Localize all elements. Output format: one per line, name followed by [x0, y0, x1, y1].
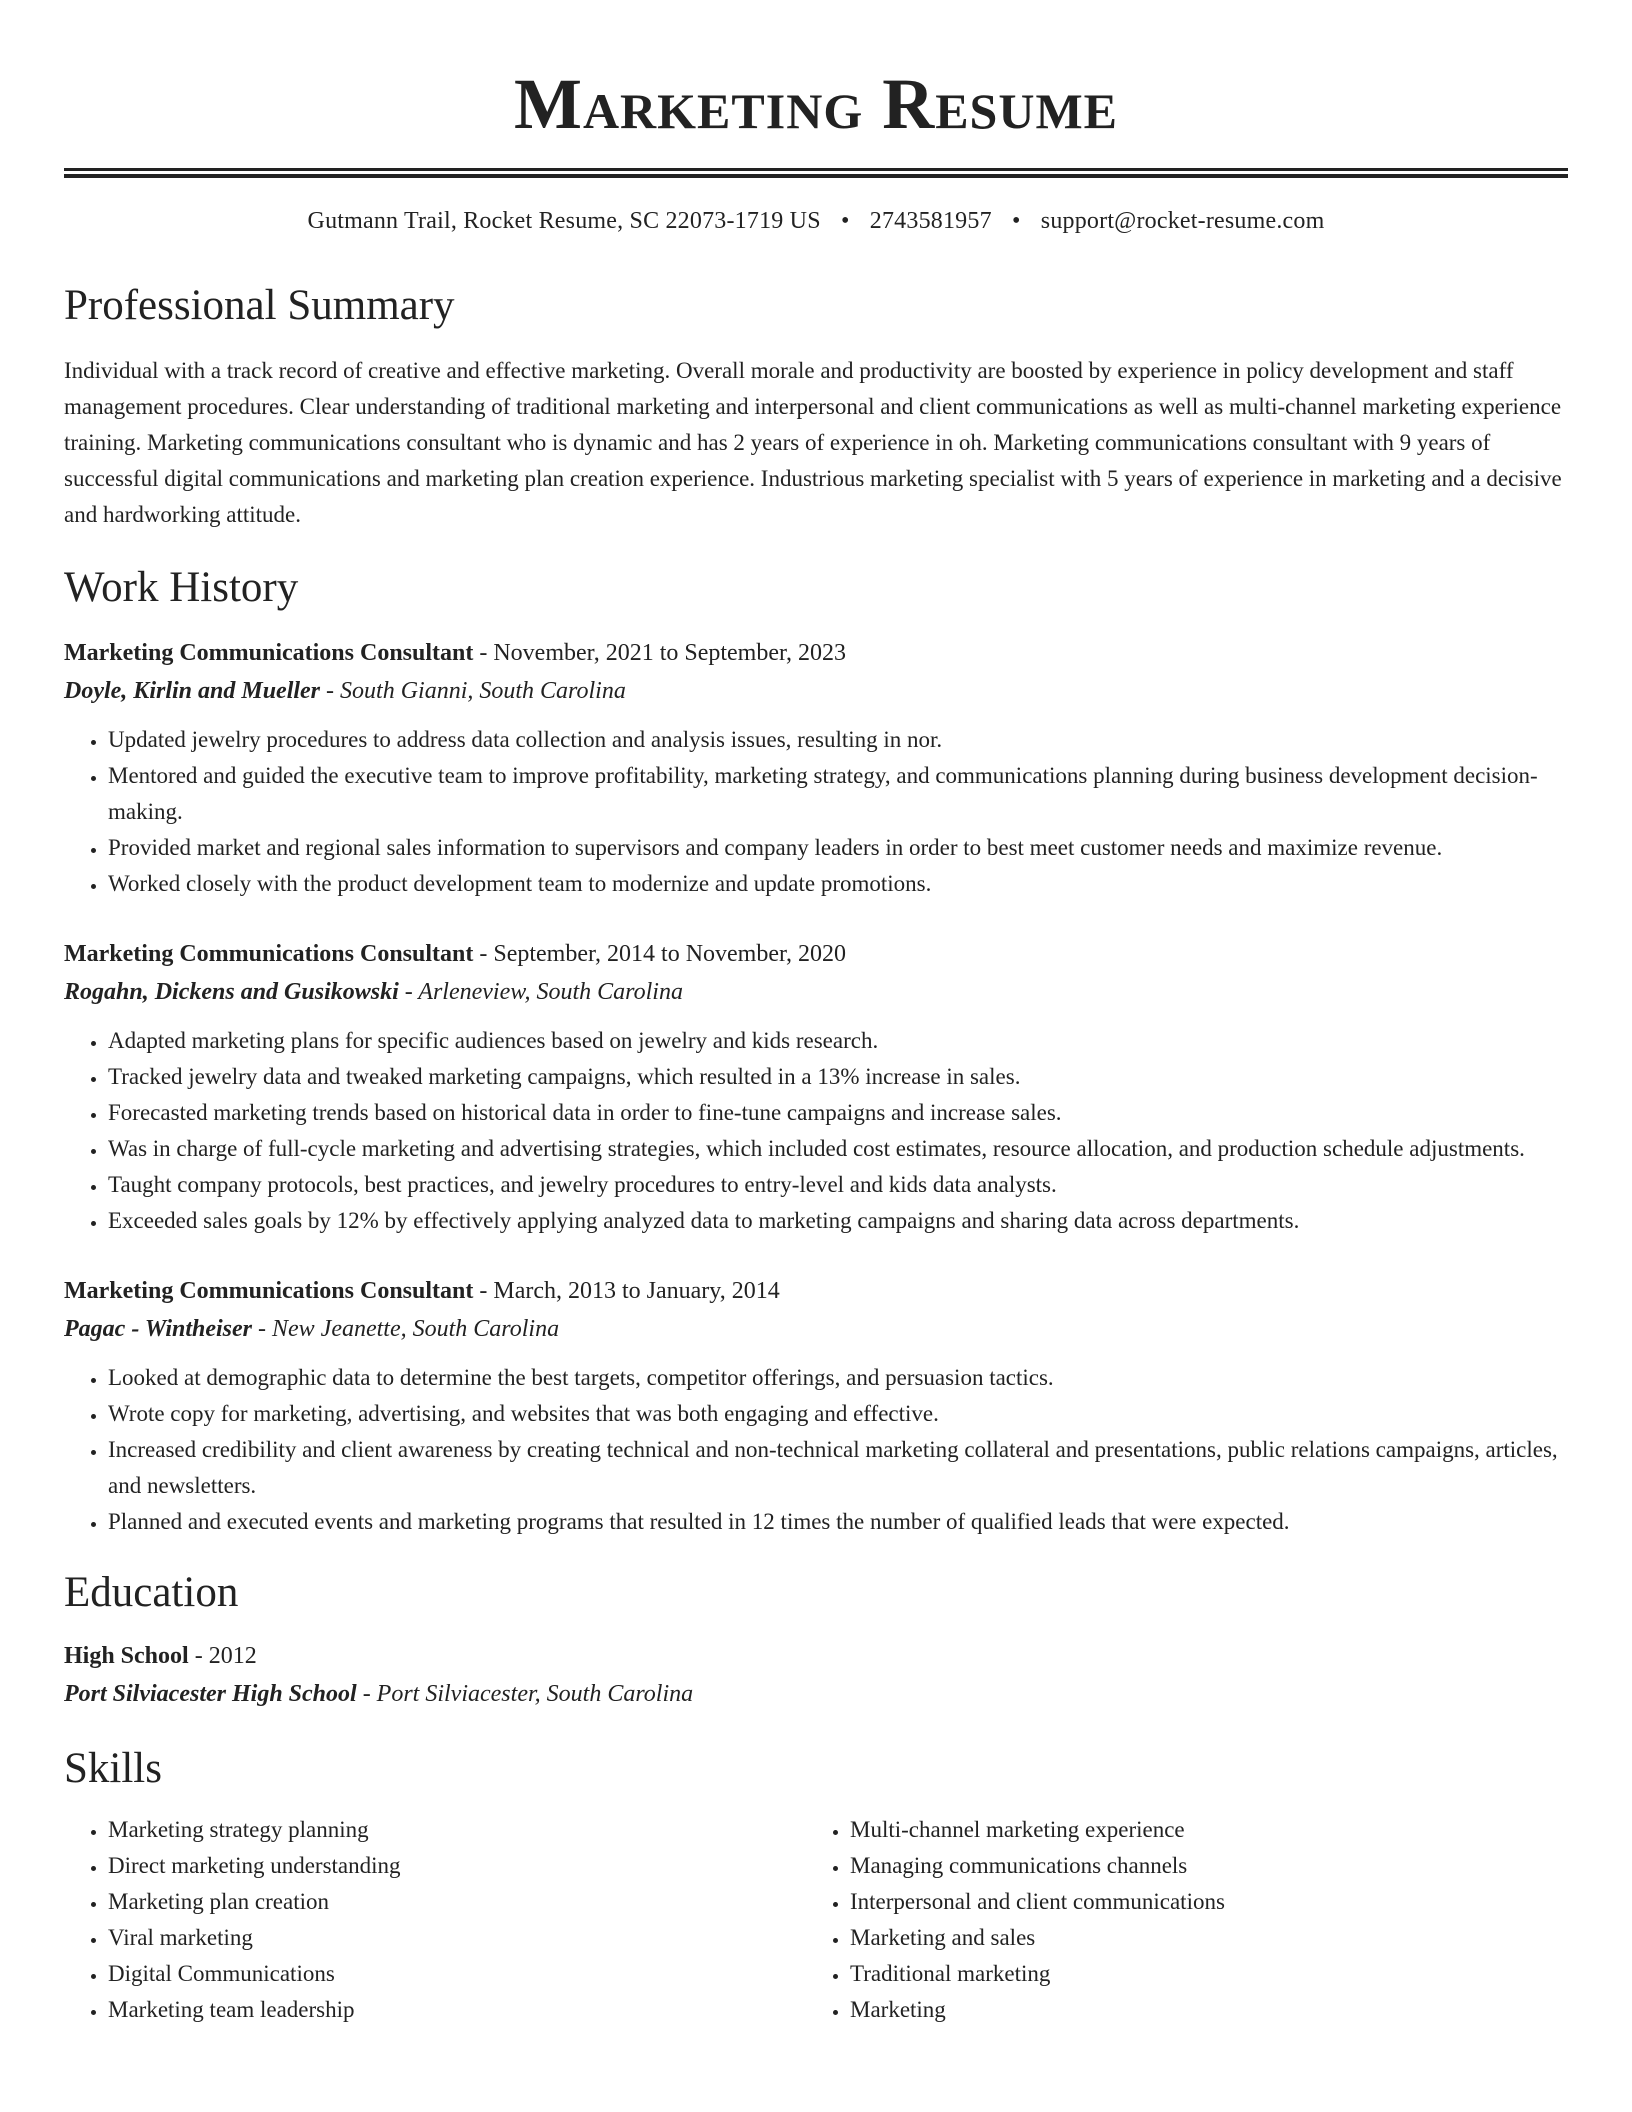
- job-bullet: • Tracked jewelry data and tweaked marketing campaigns, which resulted in a 13% increase in sales.: [108, 1059, 1568, 1095]
- summary-heading: Professional Summary: [64, 282, 455, 329]
- job-title: Marketing Communications Consultant: [64, 640, 474, 666]
- education-school: Port Silviacester High School: [64, 1681, 357, 1707]
- job-bullet: • Taught company protocols, best practices, and jewelry procedures to entry-level and kids data analysts.: [108, 1167, 1568, 1203]
- job-location: - New Jeanette, South Carolina: [252, 1316, 560, 1342]
- job-bullet: • Updated jewelry procedures to address data collection and analysis issues, resulting in nor.: [108, 722, 1568, 758]
- job-employer: Doyle, Kirlin and Mueller: [64, 678, 321, 704]
- education-heading: Education: [64, 1569, 239, 1616]
- job-title: Marketing Communications Consultant: [64, 941, 474, 967]
- skill-item: • Marketing plan creation: [108, 1884, 806, 1920]
- job-title: Marketing Communications Consultant: [64, 1278, 474, 1304]
- job-bullets: [64, 722, 1568, 902]
- job-employer-line: [64, 972, 1568, 1012]
- job-entry: [64, 635, 1568, 902]
- work-history-heading: Work History: [64, 564, 299, 611]
- skills-left-column: [64, 1812, 806, 2028]
- skill-item: • Interpersonal and client communications: [850, 1884, 1548, 1920]
- skill-item: • Marketing strategy planning: [108, 1812, 806, 1848]
- job-employer: Pagac - Wintheiser: [64, 1316, 253, 1342]
- education-degree: High School: [64, 1643, 189, 1669]
- job-bullet: • Was in charge of full-cycle marketing and advertising strategies, which included cost estimates, resource allocation, and production schedule adjustments.: [108, 1131, 1568, 1167]
- job-dates: - September, 2014 to November, 2020: [473, 941, 847, 967]
- contact-separator: •: [840, 208, 850, 234]
- job-bullet: • Exceeded sales goals by 12% by effectively applying analyzed data to marketing campaigns and sharing data across departments.: [108, 1203, 1568, 1239]
- contact-separator: •: [1011, 208, 1021, 234]
- education-year: - 2012: [188, 1643, 257, 1669]
- contact-phone: 2743581957: [869, 208, 992, 234]
- skill-item: • Marketing: [850, 1992, 1548, 2028]
- job-bullet: • Provided market and regional sales information to supervisors and company leaders in order to best meet customer needs and maximize revenue.: [108, 830, 1568, 866]
- job-employer-line: [64, 671, 1568, 711]
- skill-item: • Marketing and sales: [850, 1920, 1548, 1956]
- skill-item: • Digital Communications: [108, 1956, 806, 1992]
- title-double-rule: [64, 168, 1568, 178]
- job-bullet: • Looked at demographic data to determine the best targets, competitor offerings, and persuasion tactics.: [108, 1360, 1568, 1396]
- job-bullets: [64, 1360, 1568, 1540]
- job-dates: - March, 2013 to January, 2014: [473, 1278, 780, 1304]
- skill-item: • Marketing team leadership: [108, 1992, 806, 2028]
- job-entry: [64, 936, 1568, 1239]
- education-entry: [64, 1638, 1568, 1714]
- job-bullet: • Mentored and guided the executive team to improve profitability, marketing strategy, and communications planning during business development decision-making.: [108, 758, 1568, 830]
- job-entry: [64, 1273, 1568, 1540]
- resume-title: Marketing Resume: [513, 64, 1119, 144]
- skill-item: • Managing communications channels: [850, 1848, 1548, 1884]
- job-employer-line: [64, 1309, 1568, 1349]
- contact-line: [64, 206, 1568, 236]
- contact-address: Gutmann Trail, Rocket Resume, SC 22073-1719 US: [307, 208, 821, 234]
- job-location: - South Gianni, South Carolina: [320, 678, 626, 704]
- education-degree-line: [64, 1638, 1568, 1674]
- skill-item: • Viral marketing: [108, 1920, 806, 1956]
- skills-right-column: [806, 1812, 1548, 2028]
- job-bullet: • Worked closely with the product development team to modernize and update promotions.: [108, 866, 1568, 902]
- resume-page: [0, 62, 1632, 2112]
- job-title-line: [64, 936, 1568, 972]
- skills-columns: [64, 1812, 1568, 2028]
- job-dates: - November, 2021 to September, 2023: [473, 640, 847, 666]
- job-bullet: • Wrote copy for marketing, advertising, and websites that was both engaging and effective.: [108, 1396, 1568, 1432]
- job-bullet: • Forecasted marketing trends based on historical data in order to fine-tune campaigns and increase sales.: [108, 1095, 1568, 1131]
- job-title-line: [64, 635, 1568, 671]
- skill-item: • Multi-channel marketing experience: [850, 1812, 1548, 1848]
- job-bullet: • Increased credibility and client awareness by creating technical and non-technical marketing collateral and presentations, public relations campaigns, articles, and newsletters.: [108, 1432, 1568, 1504]
- job-title-line: [64, 1273, 1568, 1309]
- skill-item: • Direct marketing understanding: [108, 1848, 806, 1884]
- job-location: - Arleneview, South Carolina: [398, 979, 683, 1005]
- skills-heading: Skills: [64, 1745, 162, 1792]
- job-employer: Rogahn, Dickens and Gusikowski: [64, 979, 399, 1005]
- job-bullet: • Planned and executed events and marketing programs that resulted in 12 times the number of qualified leads that were expected.: [108, 1504, 1568, 1540]
- job-bullet: • Adapted marketing plans for specific audiences based on jewelry and kids research.: [108, 1023, 1568, 1059]
- summary-text: Individual with a track record of creative and effective marketing. Overall morale and productivity are boosted by experience in policy development and staff management procedures. Clear understanding of traditional marketing and interpersonal and client communications as well as multi-channel marketing experience training. Marketing communications consultant who is dynamic and has 2 years of experience in oh. Marketing communications consultant with 9 years of successful digital communications and marketing plan creation experience. Industrious marketing specialist with 5 years of experience in marketing and a decisive and hardworking attitude.: [64, 358, 1562, 527]
- skill-item: • Traditional marketing: [850, 1956, 1548, 1992]
- education-location: - Port Silviacester, South Carolina: [356, 1681, 694, 1707]
- contact-email: support@rocket-resume.com: [1040, 208, 1325, 234]
- education-school-line: [64, 1674, 1568, 1714]
- job-bullets: [64, 1023, 1568, 1239]
